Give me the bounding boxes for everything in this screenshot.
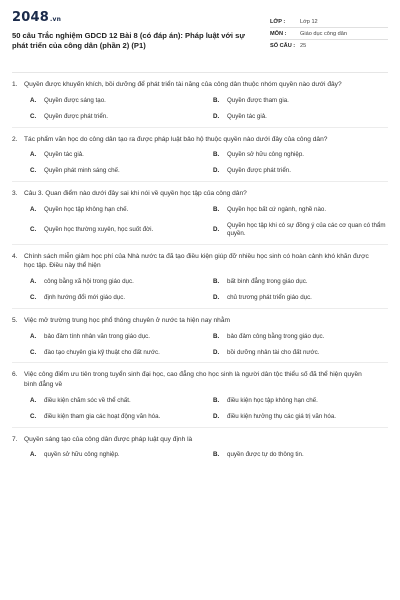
header [12, 10, 388, 68]
option-text: Quyền được phát triển. [227, 167, 291, 175]
option-b[interactable] [213, 97, 388, 106]
option-text: điều kiện tham gia các hoạt động văn hóa. [44, 412, 161, 420]
question-3 [12, 182, 388, 244]
meta-value: 25 [300, 43, 307, 49]
option-text: chủ trương phát triển giáo dục. [227, 294, 312, 302]
option-text: bất bình đẳng trong giáo dục. [227, 278, 308, 286]
answer-options [12, 278, 388, 303]
option-b[interactable] [213, 397, 388, 406]
document-title: 50 câu Trắc nghiệm GDCD 12 Bài 8 (có đáp án): Pháp luật với sự phát triển của công dân (phần 2) (P1) [12, 31, 245, 50]
site-logo[interactable] [12, 10, 252, 25]
option-text: điều kiện hưởng thụ các giá trị văn hóa. [227, 412, 336, 420]
option-text: Quyền được tham gia. [227, 96, 289, 104]
option-d[interactable] [213, 167, 388, 176]
meta-value: Lớp 12 [300, 18, 318, 25]
option-letter: B. [213, 451, 220, 459]
question-body: Câu 3. Quan điểm nào dưới đây sai khi nói về quyền học tập của công dân? [24, 190, 247, 198]
option-b[interactable] [213, 206, 388, 215]
option-text: điều kiện chăm sóc về thể chất. [44, 396, 131, 404]
option-letter: D. [213, 412, 220, 420]
option-text: công bằng xã hội trong giáo dục. [44, 278, 134, 286]
question-number: 1. [12, 81, 18, 88]
option-d[interactable] [213, 294, 388, 303]
question-text [12, 252, 388, 271]
option-letter: D. [213, 225, 220, 233]
option-c[interactable] [30, 413, 205, 422]
option-c[interactable] [30, 294, 205, 303]
option-text: Quyền tác giả. [227, 112, 267, 120]
answer-options [12, 206, 388, 239]
option-d[interactable] [213, 222, 388, 239]
option-a[interactable] [30, 206, 205, 215]
option-letter: D. [213, 294, 220, 302]
question-body: Việc công điểm ưu tiên trong tuyển sinh đại học, cao đẳng cho học sinh là người dân tộc thiểu số đã thể hiện quyền bình đẳng về [24, 371, 362, 388]
question-body: Tác phẩm văn học do công dân tạo ra được pháp luật bảo hộ thuộc quyền nào dưới đây của công dân? [24, 135, 328, 143]
option-letter: A. [30, 151, 37, 159]
option-a[interactable] [30, 278, 205, 287]
option-a[interactable] [30, 97, 205, 106]
option-a[interactable] [30, 451, 205, 460]
option-letter: B. [213, 206, 220, 214]
question-6 [12, 363, 388, 427]
question-4 [12, 245, 388, 309]
option-letter: C. [30, 348, 37, 356]
option-letter: A. [30, 278, 37, 286]
option-text: bảo đảm công bằng trong giáo dục. [227, 332, 325, 340]
question-list [12, 73, 388, 465]
option-letter: B. [213, 96, 220, 104]
option-letter: C. [30, 112, 37, 120]
option-a[interactable] [30, 151, 205, 160]
header-left [12, 10, 252, 51]
option-a[interactable] [30, 332, 205, 341]
option-letter: A. [30, 451, 37, 459]
option-text: Quyền học bất cứ ngành, nghề nào. [227, 206, 327, 214]
option-letter: B. [213, 332, 220, 340]
question-7 [12, 428, 388, 466]
option-c[interactable] [30, 113, 205, 122]
question-body: Quyền sáng tạo của công dân được pháp luật quy định là [24, 435, 193, 443]
option-c[interactable] [30, 222, 205, 239]
option-b[interactable] [213, 451, 388, 460]
meta-key: LỚP : [270, 18, 286, 25]
question-number: 7. [12, 435, 18, 443]
option-letter: A. [30, 396, 37, 404]
question-body: Quyền được khuyến khích, bồi dưỡng để phát triển tài năng của công dân thuộc nhóm quyền nào dưới đây? [24, 81, 342, 88]
option-letter: D. [213, 112, 220, 120]
option-text: đào tạo chuyên gia kỹ thuật cho đất nước. [44, 348, 160, 356]
answer-options [12, 97, 388, 122]
meta-row-class [270, 16, 388, 28]
question-text [12, 80, 388, 90]
option-text: Quyền tác giả. [44, 151, 84, 159]
option-d[interactable] [213, 413, 388, 422]
question-body: Chính sách miễn giảm học phí của Nhà nước ta đã tạo điều kiện giúp đỡ nhiều học sinh có hoàn cảnh khó khăn được học tập. Điều này thể hiện [24, 252, 369, 270]
meta-row-count [270, 40, 388, 52]
meta-value: Giáo dục công dân [300, 30, 347, 37]
option-text: điều kiện học tập không hạn chế. [227, 396, 318, 404]
option-letter: A. [30, 332, 37, 340]
question-number: 5. [12, 316, 18, 324]
option-text: quyền sở hữu công nghiệp. [44, 451, 120, 459]
option-letter: A. [30, 96, 37, 104]
option-b[interactable] [213, 278, 388, 287]
option-letter: B. [213, 396, 220, 404]
option-text: bồi dưỡng nhân tài cho đất nước. [227, 348, 320, 356]
option-text: bảo đảm tính nhân văn trong giáo dục. [44, 332, 150, 340]
answer-options [12, 397, 388, 422]
question-1 [12, 73, 388, 128]
option-letter: C. [30, 167, 37, 175]
option-letter: D. [213, 167, 220, 175]
option-text: Quyền học thường xuyên, học suốt đời. [44, 225, 154, 233]
answer-options [12, 332, 388, 357]
option-d[interactable] [213, 348, 388, 357]
option-text: Quyền sở hữu công nghiệp. [227, 151, 304, 159]
option-text: Quyền được phát triển. [44, 112, 108, 120]
option-letter: A. [30, 206, 37, 214]
question-number: 4. [12, 252, 18, 260]
question-text [12, 370, 388, 389]
option-c[interactable] [30, 167, 205, 176]
meta-table [270, 16, 388, 52]
answer-options [12, 451, 388, 460]
option-d[interactable] [213, 113, 388, 122]
question-number: 3. [12, 190, 18, 198]
meta-row-subject [270, 28, 388, 40]
option-c[interactable] [30, 348, 205, 357]
question-2 [12, 128, 388, 183]
question-text [12, 135, 388, 145]
option-text: Quyền học tập khi có sự đồng ý của các cơ quan có thẩm quyền. [227, 221, 386, 238]
option-text: quyền được tự do thông tin. [227, 451, 304, 459]
option-text: định hướng đổi mới giáo dục. [44, 294, 126, 302]
question-number: 6. [12, 371, 18, 379]
logo-suffix: .vn [49, 16, 62, 23]
option-letter: B. [213, 278, 220, 286]
meta-key: SỐ CÂU : [270, 43, 296, 49]
question-text [12, 435, 388, 445]
option-letter: B. [213, 151, 220, 159]
option-b[interactable] [213, 332, 388, 341]
option-text: Quyền học tập không hạn chế. [44, 206, 129, 214]
question-text [12, 189, 388, 199]
option-b[interactable] [213, 151, 388, 160]
option-letter: C. [30, 412, 37, 420]
question-number: 2. [12, 135, 18, 143]
answer-options [12, 151, 388, 176]
question-body: Việc mở trường trung học phổ thông chuyên ở nước ta hiện nay nhằm [24, 316, 230, 324]
option-letter: C. [30, 225, 37, 233]
option-letter: C. [30, 294, 37, 302]
worksheet-page [12, 10, 388, 600]
question-5 [12, 309, 388, 364]
question-text [12, 316, 388, 326]
meta-key: MÔN : [270, 30, 287, 37]
option-letter: D. [213, 348, 220, 356]
logo-main: 2048 [12, 10, 49, 25]
option-a[interactable] [30, 397, 205, 406]
option-text: Quyền phát minh sáng chế. [44, 167, 120, 175]
option-text: Quyền được sáng tạo. [44, 96, 106, 104]
